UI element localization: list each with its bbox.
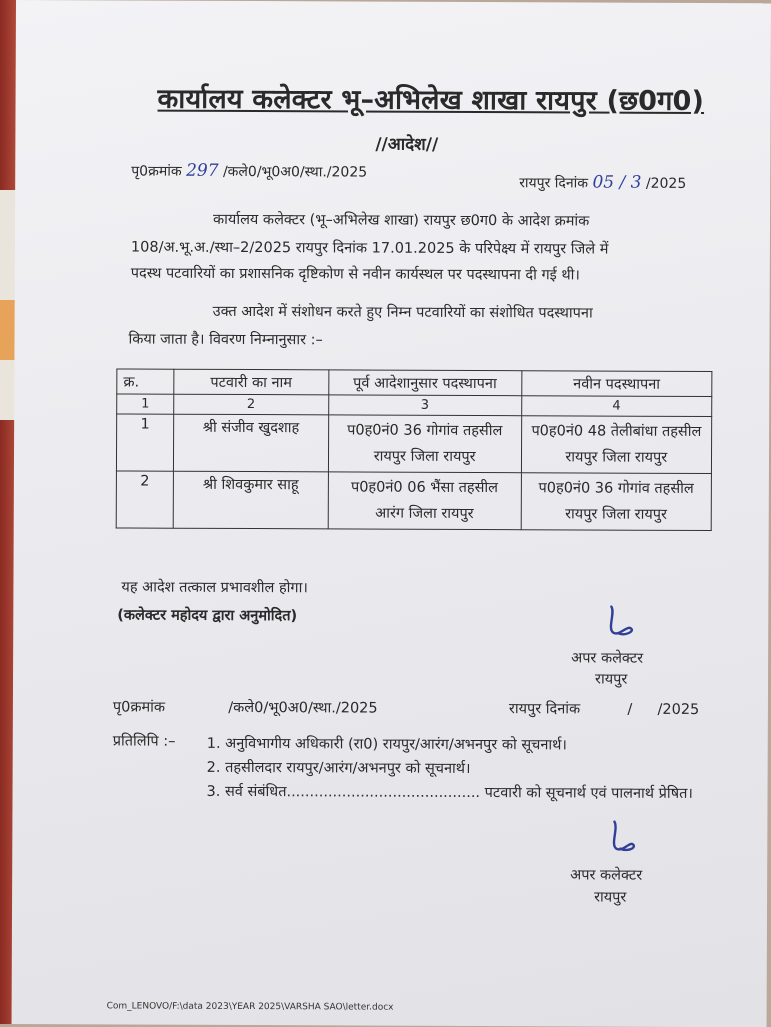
header-old-posting: पूर्व आदेशानुसार पदस्थापना	[328, 370, 521, 396]
copy-ref-prefix: पृ0क्रमांक	[112, 699, 166, 716]
signature-2	[602, 819, 642, 855]
col-number: 1	[117, 394, 174, 414]
para2-line2: किया जाता है। विवरण निम्नानुसार :–	[128, 331, 323, 349]
para1-line2: 108/अ.भू.अ./स्था–2/2025 रायपुर दिनांक 17.01.2025 के परिपेक्ष्य में रायपुर जिले में	[130, 239, 609, 258]
row-sr: 2	[116, 471, 173, 528]
effect-statement: यह आदेश तत्काल प्रभावशील होगा।	[121, 579, 308, 597]
reference-number	[131, 161, 367, 182]
file-path-footer: Com_LENOVO/F:\data 2023\YEAR 2025\VARSHA SAO\letter.docx	[106, 1001, 394, 1013]
copy-reference	[113, 696, 378, 717]
table-header-row	[117, 369, 712, 397]
old-posting-line: प0ह0नं0 36 गोगांव तहसील	[347, 422, 503, 440]
header-name: पटवारी का नाम	[174, 369, 329, 395]
row-new-posting	[521, 473, 712, 531]
row-name: श्री संजीव खुदशाह	[173, 414, 328, 472]
copy-date	[509, 698, 699, 719]
col-number: 2	[174, 394, 329, 415]
col-number: 3	[328, 395, 521, 416]
header-sr: क्र.	[117, 369, 174, 394]
order-label: //आदेश//	[375, 134, 439, 155]
ref-number-handwritten: 297	[186, 160, 219, 181]
row-old-posting	[328, 472, 521, 530]
approval-note: (कलेक्टर महोदय द्वारा अनुमोदित)	[117, 607, 298, 625]
copy-date-prefix: रायपुर दिनांक	[508, 701, 581, 718]
para2-line1: उक्त आदेश में संशोधन करते हुए निम्न पटवारियों का संशोधित पदस्थापना	[212, 303, 593, 322]
copy-date-sep: /	[627, 701, 633, 718]
ref-suffix: /कले0/भू0अ0/स्था./2025	[222, 163, 368, 181]
signatory-2-place: रायपुर	[594, 889, 627, 906]
copy-label: प्रतिलिपि :–	[112, 733, 176, 750]
posting-table	[116, 368, 713, 531]
table-row	[116, 471, 711, 531]
table-row	[116, 414, 711, 474]
row-new-posting	[521, 416, 712, 474]
date-prefix: रायपुर दिनांक	[519, 175, 589, 192]
old-posting-line: आरंग जिला रायपुर	[375, 505, 474, 523]
old-posting-line: प0ह0नं0 06 भैंसा तहसील	[350, 479, 499, 497]
new-posting-line: रायपुर जिला रायपुर	[565, 449, 668, 466]
copy-item-3: 3. सर्व संबंधित.......................................... पटवारी को सूचनार्थ एवं पालनार्थ प्रेषित।	[206, 783, 693, 802]
col-number: 4	[521, 396, 712, 417]
row-old-posting	[328, 415, 521, 473]
signature-1	[601, 603, 641, 639]
table-number-row	[117, 394, 712, 417]
signatory-1-title: अपर कलेक्टर	[571, 650, 644, 667]
para1-line1: कार्यालय कलेक्टर (भू–अभिलेख शाखा) रायपुर छ0ग0 के आदेश क्रमांक	[213, 211, 590, 230]
old-posting-line: रायपुर जिला रायपुर	[373, 448, 476, 466]
copy-item-2: 2. तहसीलदार रायपुर/आरंग/अभनपुर को सूचनार्थ।	[206, 759, 471, 777]
copy-item-1: 1. अनुविभागीय अधिकारी (रा0) रायपुर/आरंग/अभनपुर को सूचनार्थ।	[206, 735, 567, 754]
date-year: /2025	[645, 175, 687, 192]
document-title: कार्यालय कलेक्टर भू–अभिलेख शाखा रायपुर (छ0ग0)	[157, 83, 705, 118]
header-new-posting: नवीन पदस्थापना	[521, 371, 712, 397]
new-posting-line: रायपुर जिला रायपुर	[565, 506, 667, 523]
row-sr: 1	[116, 414, 173, 471]
signatory-2-title: अपर कलेक्टर	[570, 867, 643, 884]
new-posting-line: प0ह0नं0 48 तेलीबांधा तहसील	[531, 423, 702, 440]
copy-date-year: /2025	[657, 701, 700, 718]
copy-ref-suffix: /कले0/भू0अ0/स्था./2025	[228, 699, 378, 717]
signatory-1-place: रायपुर	[595, 671, 628, 688]
para1-line3: पदस्थ पटवारियों का प्रशासनिक दृष्टिकोण से नवीन कार्यस्थल पर पदस्थापना दी गई थी।	[130, 265, 580, 284]
row-name: श्री शिवकुमार साहू	[173, 471, 328, 529]
issue-date	[519, 172, 686, 193]
date-handwritten: 05 / 3	[592, 172, 642, 193]
ref-prefix: पृ0क्रमांक	[131, 163, 182, 180]
new-posting-line: प0ह0नं0 36 गोगांव तहसील	[538, 480, 694, 497]
document-page	[12, 0, 771, 1027]
